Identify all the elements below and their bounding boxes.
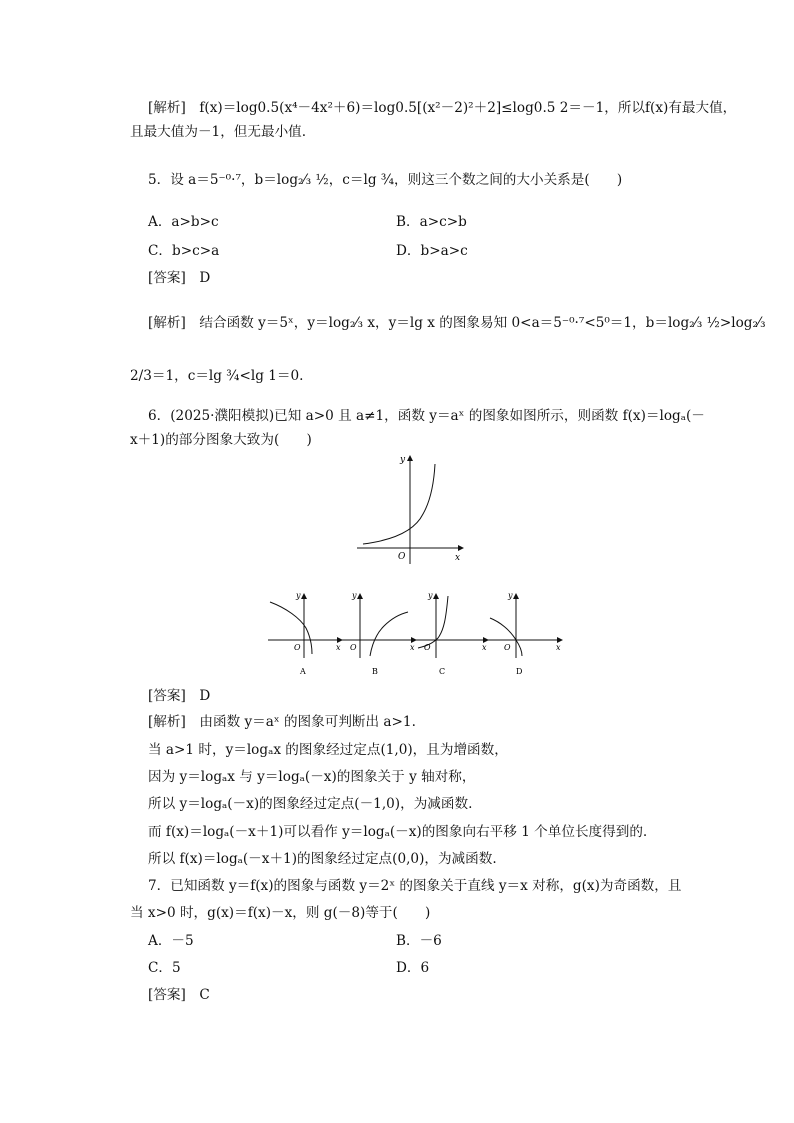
q5-option-a: A．a>b>c [148,214,219,230]
exponential-graph [355,452,470,567]
q7-option-c: C．5 [148,960,181,976]
q4-explanation-line2: 且最大值为－1，但无最小值. [130,124,307,140]
exponential-curve [363,464,435,544]
y-axis-label: y [400,455,406,465]
q5-option-c: C．b>c>a [148,243,220,259]
question-7-line1: 7．已知函数 y＝f(x)的图象与函数 y＝2ˣ 的图象关于直线 y＝x 对称，g(x)为奇函数，且 [148,878,682,894]
svg-text:x: x [336,643,341,652]
choice-b-graph [340,588,420,678]
q4-explanation-line1: [解析] f(x)＝log0.5(x⁴－4x²＋6)＝log0.5[(x²－2)²＋2]≤log0.5 2＝－1，所以f(x)有最大值， [148,100,737,116]
q5-explanation-line2: 2/3＝1，c＝lg ¾<lg 1＝0. [130,368,304,384]
q5-explanation-line1: [解析] 结合函数 y＝5ˣ，y＝log₂⁄₃ x，y＝lg x 的图象易知 0<a＝5⁻⁰·⁷<5⁰＝1，b＝log₂⁄₃ ½>log₂⁄₃ [148,315,766,331]
svg-text:O: O [294,643,301,652]
svg-text:y: y [352,591,357,600]
q6-explanation-line6: 所以 f(x)＝logₐ(－x＋1)的图象经过定点(0,0)，为减函数. [148,851,497,867]
choice-a-graph [266,588,346,678]
svg-text:y: y [296,591,301,600]
choice-d-graph [486,588,566,678]
q7-option-d: D．6 [396,960,430,976]
svg-text:y: y [508,591,513,600]
q5-answer: [答案] D [148,270,211,286]
svg-text:x: x [410,643,415,652]
choice-c-graph [412,588,492,678]
svg-text:x: x [556,643,561,652]
svg-text:x: x [482,643,487,652]
svg-text:O: O [504,643,511,652]
choice-d-label: D [516,667,523,676]
question-6-line2: x＋1)的部分图象大致为( ) [130,432,312,448]
q5-option-b: B．a>c>b [396,214,467,230]
choice-b-label: B [372,667,378,676]
q7-option-b: B．－6 [396,933,442,949]
choice-c-label: C [439,667,446,676]
svg-text:O: O [424,643,431,652]
question-5: 5．设 a＝5⁻⁰·⁷，b＝log₂⁄₃ ½，c＝lg ¾，则这三个数之间的大小关系是( ) [148,172,623,188]
x-axis-label: x [455,553,461,563]
q5-option-d: D．b>a>c [396,243,468,259]
origin-label: O [398,552,406,562]
choice-b-curve [370,612,408,656]
q6-answer: [答案] D [148,688,211,704]
q7-answer: [答案] C [148,987,210,1003]
q6-explanation-line2: 当 a>1 时，y＝logₐx 的图象经过定点(1,0)，且为增函数， [148,742,508,758]
choice-a-label: A [300,667,306,676]
choice-a-curve [270,602,312,654]
q6-explanation-line4: 所以 y＝logₐ(－x)的图象经过定点(－1,0)，为减函数. [148,796,473,812]
q6-explanation-line3: 因为 y＝logₐx 与 y＝logₐ(－x)的图象关于 y 轴对称， [148,769,476,785]
question-6-line1: 6．(2025·濮阳模拟)已知 a>0 且 a≠1，函数 y＝aˣ 的图象如图所示，则函数 f(x)＝logₐ(－ [148,408,705,424]
svg-text:O: O [350,643,357,652]
question-7-line2: 当 x>0 时，g(x)＝f(x)－x，则 g(－8)等于( ) [130,905,431,921]
q7-option-a: A．－5 [148,933,194,949]
q6-explanation-line5: 而 f(x)＝logₐ(－x＋1)可以看作 y＝logₐ(－x)的图象向右平移 1 个单位长度得到的. [148,824,648,840]
q6-explanation-line1: [解析] 由函数 y＝aˣ 的图象可判断出 a>1. [148,714,416,730]
svg-text:y: y [428,591,433,600]
